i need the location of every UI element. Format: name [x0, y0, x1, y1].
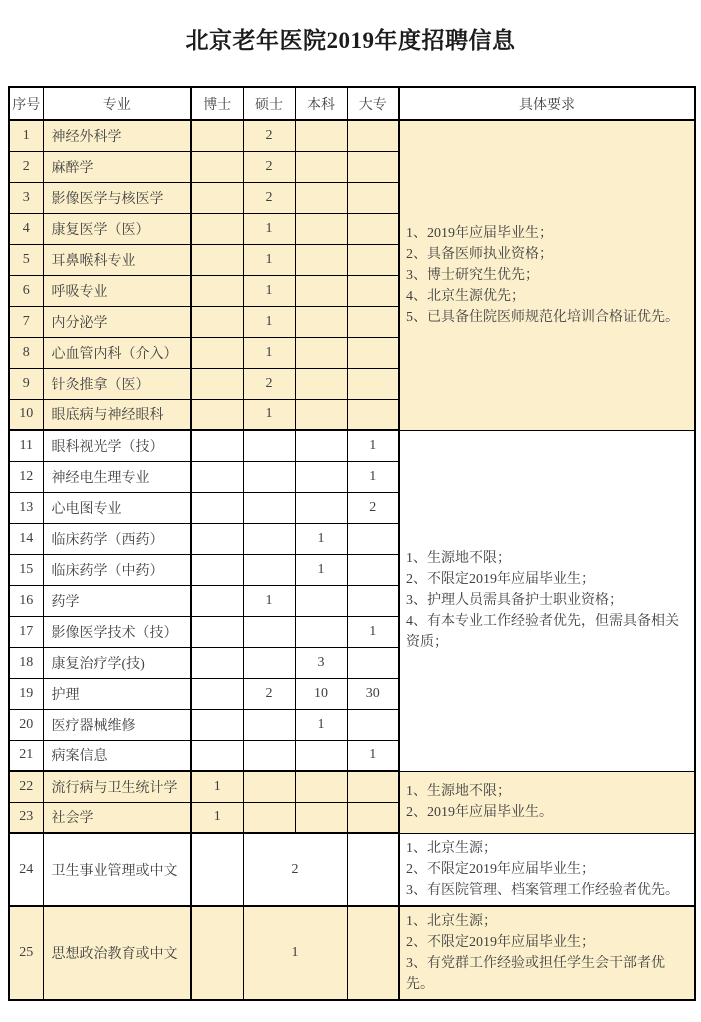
cell-seq: 2 [9, 151, 43, 182]
cell-bachelor [295, 120, 347, 151]
cell-doctor [191, 275, 243, 306]
cell-master: 2 [243, 182, 295, 213]
cell-doctor: 1 [191, 802, 243, 833]
cell-master-bachelor-merged: 2 [243, 833, 347, 906]
cell-doctor [191, 554, 243, 585]
cell-bachelor: 3 [295, 647, 347, 678]
requirement-line: 3、博士研究生优先； [406, 267, 539, 283]
recruitment-table [8, 86, 696, 1001]
cell-college [347, 906, 399, 1000]
cell-college: 1 [347, 616, 399, 647]
cell-major: 针灸推拿（医） [43, 368, 191, 399]
cell-college [347, 523, 399, 554]
cell-doctor [191, 461, 243, 492]
requirements-group-2 [399, 430, 695, 771]
cell-seq: 20 [9, 709, 43, 740]
cell-doctor [191, 833, 243, 906]
cell-seq: 21 [9, 740, 43, 771]
cell-master: 1 [243, 213, 295, 244]
header-requirements: 具体要求 [399, 87, 695, 120]
cell-college: 1 [347, 430, 399, 461]
cell-college [347, 399, 399, 430]
cell-master [243, 771, 295, 802]
requirement-line: 1、生源地不限； [406, 784, 511, 799]
cell-seq: 8 [9, 337, 43, 368]
cell-major: 思想政治教育或中文 [43, 906, 191, 1000]
cell-seq: 25 [9, 906, 43, 1000]
cell-bachelor [295, 151, 347, 182]
cell-master: 1 [243, 275, 295, 306]
cell-doctor [191, 368, 243, 399]
cell-major: 心电图专业 [43, 492, 191, 523]
cell-seq: 10 [9, 399, 43, 430]
table-header-row [9, 87, 695, 120]
cell-bachelor: 1 [295, 523, 347, 554]
cell-major: 康复医学（医） [43, 213, 191, 244]
cell-master: 1 [243, 585, 295, 616]
cell-major: 神经电生理专业 [43, 461, 191, 492]
cell-master: 2 [243, 678, 295, 709]
cell-college [347, 771, 399, 802]
cell-bachelor [295, 306, 347, 337]
cell-major: 护理 [43, 678, 191, 709]
cell-bachelor [295, 802, 347, 833]
cell-master: 2 [243, 120, 295, 151]
cell-bachelor [295, 182, 347, 213]
cell-doctor [191, 678, 243, 709]
cell-bachelor: 1 [295, 709, 347, 740]
requirements-row-24 [399, 833, 695, 906]
cell-master [243, 554, 295, 585]
cell-seq: 18 [9, 647, 43, 678]
cell-master: 1 [243, 337, 295, 368]
cell-master: 1 [243, 399, 295, 430]
cell-major: 病案信息 [43, 740, 191, 771]
cell-major: 耳鼻喉科专业 [43, 244, 191, 275]
cell-major: 流行病与卫生统计学 [43, 771, 191, 802]
cell-seq: 4 [9, 213, 43, 244]
cell-major: 心血管内科（介入） [43, 337, 191, 368]
cell-doctor [191, 337, 243, 368]
cell-major: 医疗器械维修 [43, 709, 191, 740]
cell-master: 1 [243, 244, 295, 275]
table-row [9, 833, 695, 906]
cell-doctor [191, 430, 243, 461]
cell-major: 神经外科学 [43, 120, 191, 151]
cell-doctor [191, 244, 243, 275]
cell-college: 2 [347, 492, 399, 523]
cell-college [347, 554, 399, 585]
cell-bachelor [295, 244, 347, 275]
cell-major: 社会学 [43, 802, 191, 833]
cell-seq: 16 [9, 585, 43, 616]
requirement-line: 2、不限定2019年应届毕业生； [406, 935, 595, 950]
cell-seq: 12 [9, 461, 43, 492]
header-major: 专业 [43, 87, 191, 120]
table-row [9, 120, 695, 151]
cell-master-bachelor-merged: 1 [243, 906, 347, 1000]
cell-college: 30 [347, 678, 399, 709]
table-row [9, 430, 695, 461]
cell-doctor [191, 492, 243, 523]
cell-master [243, 802, 295, 833]
cell-major: 康复治疗学(技) [43, 647, 191, 678]
cell-college [347, 368, 399, 399]
cell-bachelor [295, 585, 347, 616]
cell-bachelor [295, 740, 347, 771]
page-title: 北京老年医院2019年度招聘信息 [185, 28, 516, 53]
requirement-line: 5、已具备住院医师规范化培训合格证优先。 [406, 309, 679, 325]
cell-college [347, 182, 399, 213]
cell-college [347, 151, 399, 182]
cell-doctor [191, 306, 243, 337]
requirement-line: 2、不限定2019年应届毕业生； [406, 572, 595, 587]
cell-major: 内分泌学 [43, 306, 191, 337]
cell-seq: 13 [9, 492, 43, 523]
cell-major: 影像医学技术（技） [43, 616, 191, 647]
cell-master [243, 740, 295, 771]
cell-seq: 11 [9, 430, 43, 461]
cell-doctor [191, 213, 243, 244]
cell-seq: 24 [9, 833, 43, 906]
cell-college [347, 833, 399, 906]
cell-bachelor [295, 616, 347, 647]
header-master: 硕士 [243, 87, 295, 120]
cell-seq: 19 [9, 678, 43, 709]
header-doctor: 博士 [191, 87, 243, 120]
cell-seq: 7 [9, 306, 43, 337]
cell-doctor [191, 120, 243, 151]
cell-major: 呼吸专业 [43, 275, 191, 306]
cell-college [347, 244, 399, 275]
cell-college [347, 647, 399, 678]
cell-college [347, 306, 399, 337]
header-college: 大专 [347, 87, 399, 120]
header-seq: 序号 [9, 87, 43, 120]
cell-seq: 3 [9, 182, 43, 213]
cell-doctor [191, 523, 243, 554]
cell-bachelor [295, 771, 347, 802]
requirements-row-25 [399, 906, 695, 1000]
requirement-line: 4、北京生源优先； [406, 288, 525, 304]
cell-bachelor [295, 492, 347, 523]
cell-doctor [191, 647, 243, 678]
cell-master [243, 492, 295, 523]
requirements-group-1 [399, 120, 695, 430]
header-bachelor: 本科 [295, 87, 347, 120]
cell-doctor [191, 740, 243, 771]
cell-doctor [191, 585, 243, 616]
requirement-line: 1、2019年应届毕业生； [406, 225, 553, 241]
cell-college [347, 337, 399, 368]
cell-master [243, 430, 295, 461]
cell-master: 2 [243, 368, 295, 399]
cell-bachelor [295, 461, 347, 492]
page [0, 22, 701, 1001]
cell-bachelor [295, 337, 347, 368]
cell-master [243, 461, 295, 492]
cell-doctor [191, 182, 243, 213]
cell-doctor [191, 709, 243, 740]
cell-major: 临床药学（西药） [43, 523, 191, 554]
cell-seq: 17 [9, 616, 43, 647]
requirement-line: 1、北京生源； [406, 914, 497, 929]
requirement-line: 2、不限定2019年应届毕业生； [406, 861, 595, 877]
cell-seq: 15 [9, 554, 43, 585]
cell-major: 眼底病与神经眼科 [43, 399, 191, 430]
cell-master [243, 709, 295, 740]
cell-major: 药学 [43, 585, 191, 616]
cell-college [347, 585, 399, 616]
cell-seq: 9 [9, 368, 43, 399]
requirement-line: 2、2019年应届毕业生。 [406, 805, 553, 820]
cell-master: 2 [243, 151, 295, 182]
cell-bachelor [295, 275, 347, 306]
cell-college [347, 213, 399, 244]
cell-bachelor [295, 368, 347, 399]
cell-seq: 14 [9, 523, 43, 554]
requirement-line: 2、具备医师执业资格； [406, 246, 553, 262]
cell-seq: 5 [9, 244, 43, 275]
requirement-line: 3、护理人员需具备护士职业资格； [406, 593, 623, 608]
cell-college [347, 802, 399, 833]
cell-college: 1 [347, 740, 399, 771]
cell-master [243, 523, 295, 554]
cell-doctor [191, 616, 243, 647]
cell-doctor: 1 [191, 771, 243, 802]
cell-college [347, 275, 399, 306]
table-row [9, 771, 695, 802]
cell-doctor [191, 399, 243, 430]
cell-doctor [191, 906, 243, 1000]
cell-college: 1 [347, 461, 399, 492]
cell-major: 影像医学与核医学 [43, 182, 191, 213]
table-row [9, 906, 695, 1000]
cell-master [243, 616, 295, 647]
requirement-line: 3、有党群工作经验或担任学生会干部者优先。 [406, 956, 665, 992]
cell-doctor [191, 151, 243, 182]
cell-college [347, 120, 399, 151]
cell-major: 卫生事业管理或中文 [43, 833, 191, 906]
requirement-line: 1、生源地不限； [406, 551, 511, 566]
cell-bachelor: 1 [295, 554, 347, 585]
cell-major: 临床药学（中药） [43, 554, 191, 585]
requirement-line: 3、有医院管理、档案管理工作经验者优先。 [406, 882, 679, 898]
cell-bachelor [295, 399, 347, 430]
requirement-line: 1、北京生源； [406, 840, 497, 856]
cell-bachelor [295, 213, 347, 244]
cell-master [243, 647, 295, 678]
cell-college [347, 709, 399, 740]
cell-seq: 22 [9, 771, 43, 802]
cell-bachelor [295, 430, 347, 461]
requirements-group-3 [399, 771, 695, 833]
requirement-line: 4、有本专业工作经验者优先，但需具备相关资质； [406, 614, 679, 650]
cell-major: 眼科视光学（技） [43, 430, 191, 461]
cell-seq: 23 [9, 802, 43, 833]
cell-seq: 1 [9, 120, 43, 151]
cell-seq: 6 [9, 275, 43, 306]
cell-major: 麻醉学 [43, 151, 191, 182]
cell-master: 1 [243, 306, 295, 337]
cell-bachelor: 10 [295, 678, 347, 709]
